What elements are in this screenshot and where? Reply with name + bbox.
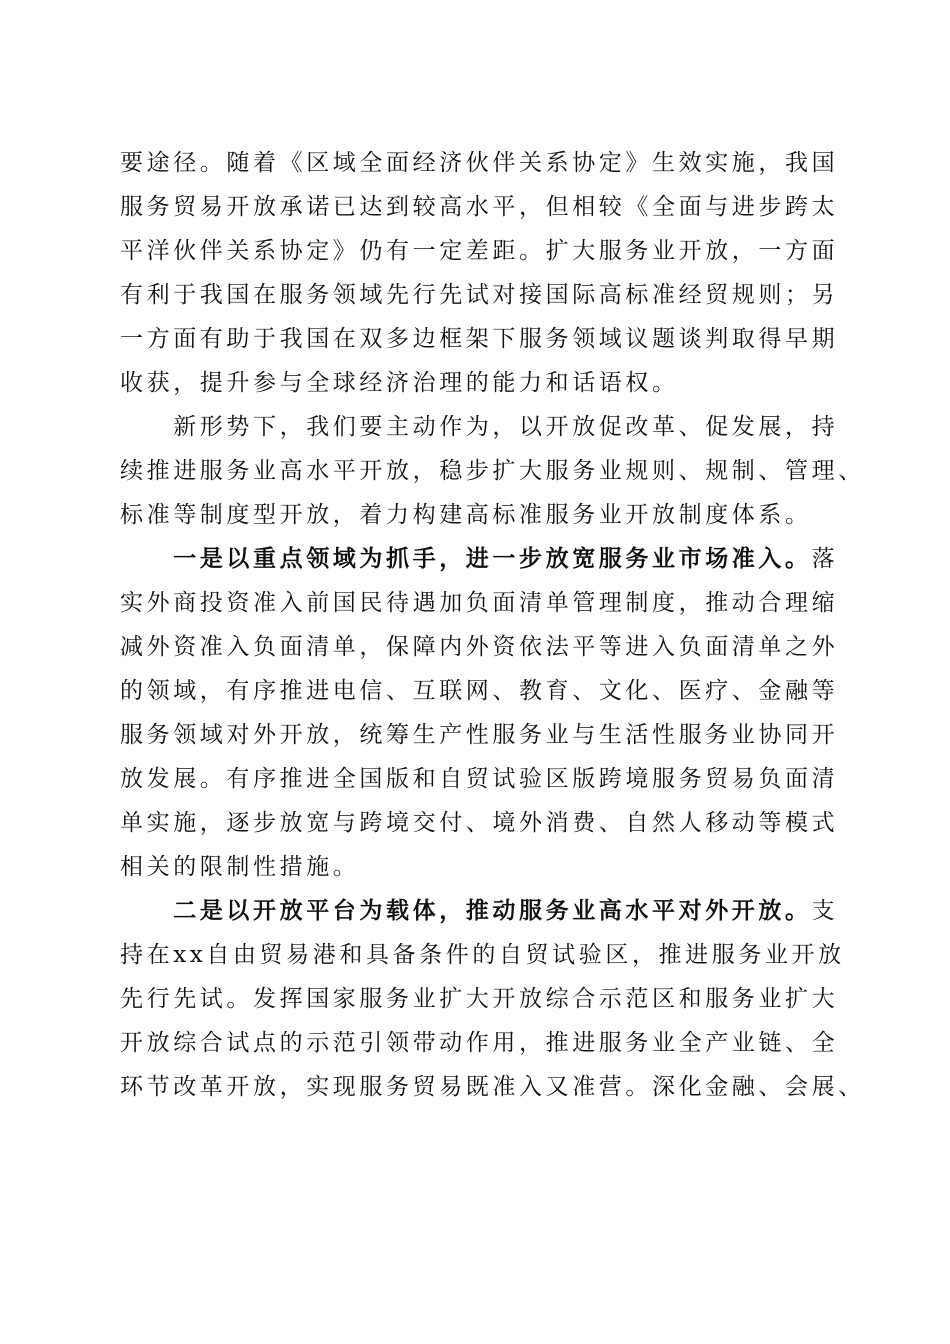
section-heading-line: [120, 537, 839, 581]
text-line: 服务领域对外开放，统筹生产性服务业与生活性服务业协同开: [120, 722, 839, 748]
text-line: 单实施，逐步放宽与跨境交付、境外消费、自然人移动等模式: [120, 810, 839, 836]
text-line: 一方面有助于我国在双多边框架下服务领域议题谈判取得早期: [120, 326, 839, 352]
document-body: [120, 141, 865, 1109]
text-line: 续推进服务业高水平开放，稳步扩大服务业规则、规制、管理、: [120, 458, 865, 484]
section-heading-line: [120, 889, 839, 933]
section-heading: 二是以开放平台为载体，推动服务业高水平对外开放。: [173, 897, 812, 924]
text-line: 开放综合试点的示范引领带动作用，推进服务业全产业链、全: [120, 1030, 839, 1056]
text-line: 服务贸易开放承诺已达到较高水平，但相较《全面与进步跨太: [120, 194, 839, 220]
paragraph-indent: [120, 898, 173, 924]
text-line: 持在xx自由贸易港和具备条件的自贸试验区，推进服务业开放: [120, 942, 845, 968]
text-line: 先行先试。发挥国家服务业扩大开放综合示范区和服务业扩大: [120, 986, 839, 1012]
text-line: 新形势下，我们要主动作为，以开放促改革、促发展，持: [120, 414, 839, 440]
heading-tail-text: 支: [811, 898, 839, 924]
text-line: 平洋伙伴关系协定》仍有一定差距。扩大服务业开放，一方面: [120, 238, 839, 264]
text-line: 实外商投资准入前国民待遇加负面清单管理制度，推动合理缩: [120, 590, 839, 616]
text-line: 要途径。随着《区域全面经济伙伴关系协定》生效实施，我国: [120, 150, 839, 176]
text-line: 标准等制度型开放，着力构建高标准服务业开放制度体系。: [120, 502, 812, 528]
text-line: 环节改革开放，实现服务贸易既准入又准营。深化金融、会展、: [120, 1074, 865, 1100]
text-line: 收获，提升参与全球经济治理的能力和话语权。: [120, 370, 679, 396]
text-line: 相关的限制性措施。: [120, 854, 360, 880]
section-heading: 一是以重点领域为抓手，进一步放宽服务业市场准入。: [173, 545, 812, 572]
text-line: 放发展。有序推进全国版和自贸试验区版跨境服务贸易负面清: [120, 766, 839, 792]
paragraph-indent: [120, 546, 173, 572]
text-line: 的领域，有序推进电信、互联网、教育、文化、医疗、金融等: [120, 678, 839, 704]
heading-tail-text: 落: [811, 546, 839, 572]
text-line: 减外资准入负面清单，保障内外资依法平等进入负面清单之外: [120, 634, 839, 660]
text-line: 有利于我国在服务领域先行先试对接国际高标准经贸规则；另: [120, 282, 839, 308]
